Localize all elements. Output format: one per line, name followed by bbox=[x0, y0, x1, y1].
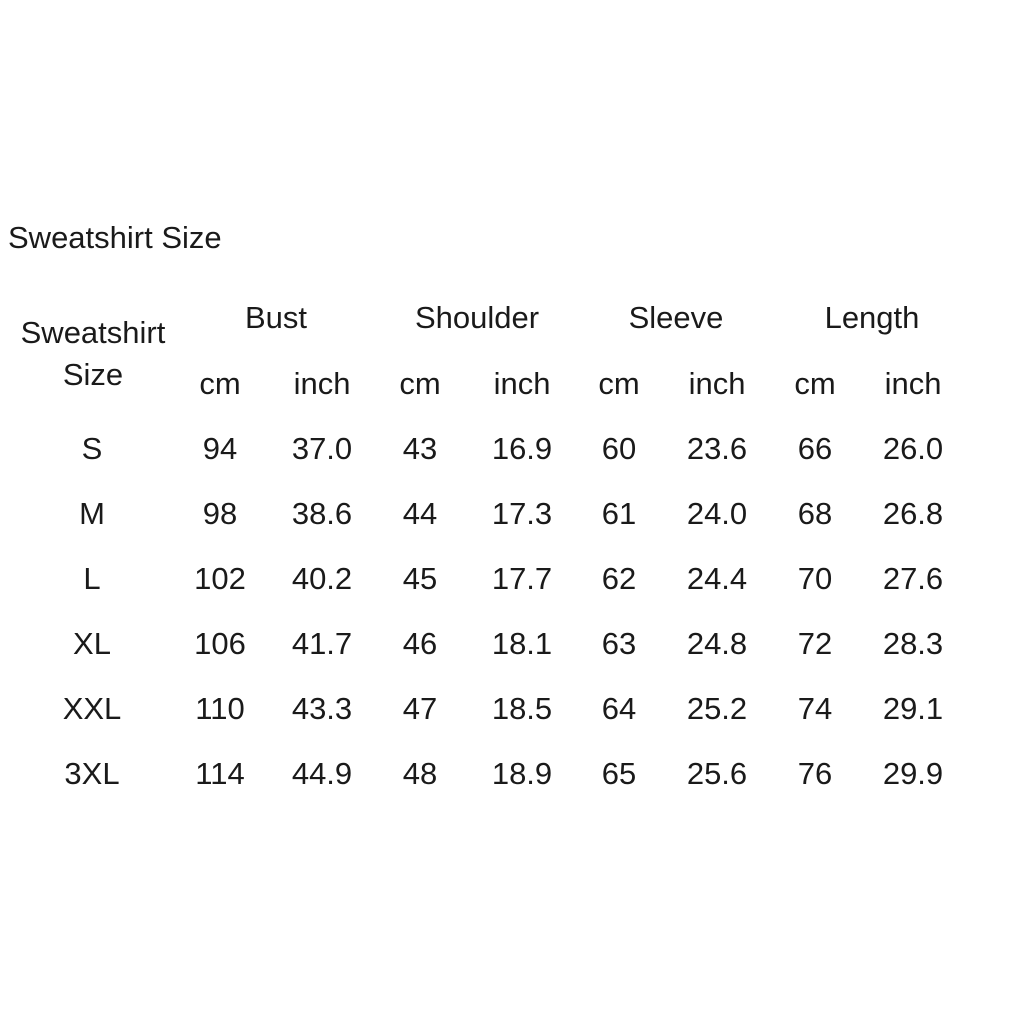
table-cell: 25.2 bbox=[686, 691, 748, 726]
table-cell: 17.7 bbox=[491, 561, 553, 596]
table-cell: 43.3 bbox=[291, 691, 353, 726]
table-cell: 66 bbox=[797, 431, 833, 466]
table-cell: 60 bbox=[601, 431, 637, 466]
table-cell: 41.7 bbox=[291, 626, 353, 661]
table-cell: 47 bbox=[402, 691, 438, 726]
table-cell: 70 bbox=[797, 561, 833, 596]
table-cell: 40.2 bbox=[291, 561, 353, 596]
table-cell: 72 bbox=[797, 626, 833, 661]
table-cell: 29.1 bbox=[882, 691, 944, 726]
group-header-length: Length bbox=[824, 300, 920, 335]
size-label: L bbox=[83, 561, 101, 596]
table-cell: 24.4 bbox=[686, 561, 748, 596]
table-cell: 23.6 bbox=[686, 431, 748, 466]
table-cell: 44 bbox=[402, 496, 438, 531]
table-cell: 46 bbox=[402, 626, 438, 661]
table-cell: 44.9 bbox=[291, 756, 353, 791]
table-cell: 27.6 bbox=[882, 561, 944, 596]
table-cell: 37.0 bbox=[291, 431, 353, 466]
table-cell: 102 bbox=[194, 561, 246, 596]
table-cell: 24.8 bbox=[686, 626, 748, 661]
table-cell: 94 bbox=[202, 431, 238, 466]
group-header-bust: Bust bbox=[244, 300, 308, 335]
table-cell: 26.0 bbox=[882, 431, 944, 466]
table-cell: 65 bbox=[601, 756, 637, 791]
table-cell: 18.5 bbox=[491, 691, 553, 726]
group-header-sleeve: Sleeve bbox=[628, 300, 724, 335]
unit-header-cm: cm bbox=[598, 366, 640, 401]
unit-header-inch: inch bbox=[884, 366, 942, 401]
size-label: 3XL bbox=[64, 756, 120, 791]
table-cell: 76 bbox=[797, 756, 833, 791]
table-cell: 74 bbox=[797, 691, 833, 726]
table-cell: 24.0 bbox=[686, 496, 748, 531]
table-cell: 48 bbox=[402, 756, 438, 791]
unit-header-inch: inch bbox=[688, 366, 746, 401]
size-label: S bbox=[81, 431, 103, 466]
table-cell: 110 bbox=[195, 691, 245, 726]
table-cell: 25.6 bbox=[686, 756, 748, 791]
table-cell: 114 bbox=[195, 756, 245, 791]
table-cell: 16.9 bbox=[491, 431, 553, 466]
unit-header-inch: inch bbox=[493, 366, 551, 401]
table-cell: 45 bbox=[402, 561, 438, 596]
table-cell: 98 bbox=[202, 496, 238, 531]
table-cell: 68 bbox=[797, 496, 833, 531]
table-cell: 18.1 bbox=[491, 626, 553, 661]
unit-header-inch: inch bbox=[293, 366, 351, 401]
chart-title: Sweatshirt Size bbox=[8, 220, 222, 255]
group-header-shoulder: Shoulder bbox=[414, 300, 540, 335]
table-cell: 29.9 bbox=[882, 756, 944, 791]
size-column-header: Sweatshirt Size bbox=[20, 315, 166, 392]
table-cell: 62 bbox=[601, 561, 637, 596]
table-cell: 63 bbox=[601, 626, 637, 661]
table-cell: 106 bbox=[194, 626, 246, 661]
table-cell: 43 bbox=[402, 431, 438, 466]
size-label: M bbox=[79, 496, 105, 531]
unit-header-cm: cm bbox=[399, 366, 441, 401]
table-cell: 38.6 bbox=[291, 496, 353, 531]
table-cell: 28.3 bbox=[882, 626, 944, 661]
table-cell: 26.8 bbox=[882, 496, 944, 531]
unit-header-cm: cm bbox=[794, 366, 836, 401]
size-label: XL bbox=[73, 626, 111, 661]
size-label: XXL bbox=[62, 691, 122, 726]
table-cell: 64 bbox=[601, 691, 637, 726]
table-cell: 17.3 bbox=[491, 496, 553, 531]
table-cell: 18.9 bbox=[491, 756, 553, 791]
table-cell: 61 bbox=[601, 496, 637, 531]
unit-header-cm: cm bbox=[199, 366, 241, 401]
